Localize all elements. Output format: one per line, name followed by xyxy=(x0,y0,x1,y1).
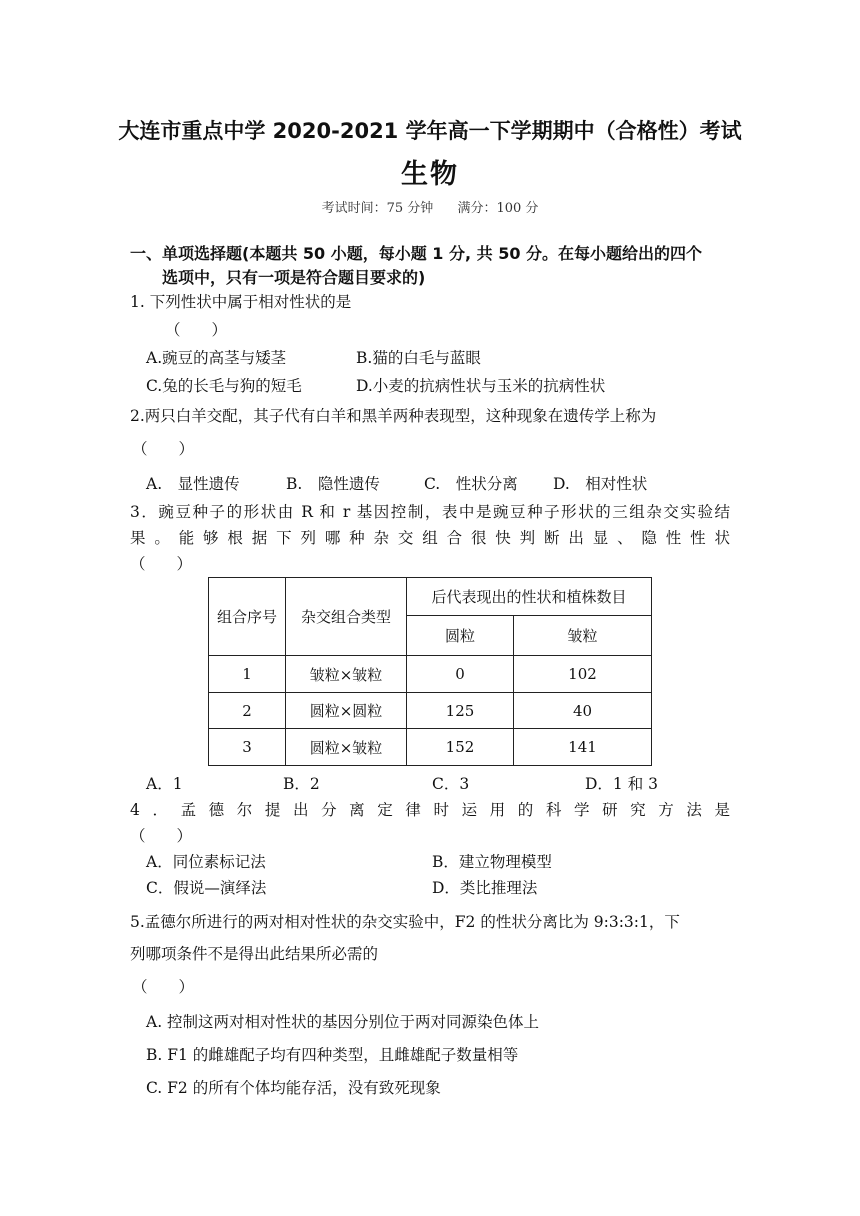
table-header-seq: 组合序号 xyxy=(209,578,286,656)
exam-meta xyxy=(0,197,860,216)
q4-option-b: B．建立物理模型 xyxy=(432,853,552,871)
q2-option-c: C. 性状分离 xyxy=(424,475,518,493)
table-cell-wrinkled: 102 xyxy=(514,656,652,693)
exam-score: 满分：100 分 xyxy=(457,201,539,216)
table-cell-seq: 1 xyxy=(209,656,286,693)
q5-option-c: C. F2 的所有个体均能存活，没有致死现象 xyxy=(146,1079,441,1097)
q4-stem: 4．孟德尔提出分离定律时运用的科学研究方法是 xyxy=(130,801,730,819)
q5-line2: 列哪项条件不是得出此结果所必需的 xyxy=(130,945,379,963)
table-row xyxy=(209,656,652,693)
exam-time: 考试时间：75 分钟 xyxy=(321,201,434,216)
q5-line1: 5.孟德尔所进行的两对相对性状的杂交实验中，F2 的性状分离比为 9:3:3:1，下 xyxy=(130,913,680,931)
q2-paren: （ ） xyxy=(132,440,195,458)
q3-option-d: D．1 和 3 xyxy=(585,775,659,793)
table-cell-type: 皱粒×皱粒 xyxy=(286,656,407,693)
table-cell-seq: 2 xyxy=(209,693,286,729)
q3-option-c: C．3 xyxy=(432,775,470,793)
q2-option-d: D. 相对性状 xyxy=(553,475,648,493)
q3-line2: 果。能够根据下列哪种杂交组合很快判断出显、隐性性状 xyxy=(130,529,730,547)
exam-title: 大连市重点中学 2020-2021 学年高一下学期期中（合格性）考试 xyxy=(118,119,742,143)
table-header-offspring: 后代表现出的性状和植株数目 xyxy=(407,578,652,616)
q4-paren: （ ） xyxy=(130,827,193,845)
q5-option-a: A. 控制这两对相对性状的基因分别位于两对同源染色体上 xyxy=(146,1013,540,1031)
table-header-wrinkled: 皱粒 xyxy=(514,616,652,656)
q1-stem: 1. 下列性状中属于相对性状的是 xyxy=(130,293,352,311)
table-row xyxy=(209,729,652,766)
table-cell-round: 125 xyxy=(407,693,514,729)
table-cell-round: 152 xyxy=(407,729,514,766)
q2-stem: 2.两只白羊交配，其子代有白羊和黑羊两种表现型，这种现象在遗传学上称为 xyxy=(130,407,657,425)
table-cell-round: 0 xyxy=(407,656,514,693)
subject-title: 生物 xyxy=(401,159,459,190)
q1-option-a: A.豌豆的高茎与矮茎 xyxy=(146,349,287,367)
q2-option-b: B. 隐性遗传 xyxy=(286,475,380,493)
q5-paren: （ ） xyxy=(132,978,195,996)
q1-paren: （ ） xyxy=(165,321,228,339)
q3-data-table xyxy=(208,577,652,766)
q4-option-c: C．假说—演绎法 xyxy=(146,879,267,897)
q2-option-a: A. 显性遗传 xyxy=(146,475,240,493)
q3-option-b: B．2 xyxy=(283,775,320,793)
table-cell-wrinkled: 141 xyxy=(514,729,652,766)
table-cell-wrinkled: 40 xyxy=(514,693,652,729)
q5-option-b: B. F1 的雌雄配子均有四种类型，且雌雄配子数量相等 xyxy=(146,1046,519,1064)
table-header-type: 杂交组合类型 xyxy=(286,578,407,656)
table-cell-type: 圆粒×圆粒 xyxy=(286,693,407,729)
q3-option-a: A．1 xyxy=(146,775,183,793)
table-header-round: 圆粒 xyxy=(407,616,514,656)
section-heading-line1: 一、单项选择题(本题共 50 小题，每小题 1 分, 共 50 分。在每小题给出的四个 xyxy=(130,244,703,263)
q3-paren: （ ） xyxy=(130,555,193,573)
table-cell-type: 圆粒×皱粒 xyxy=(286,729,407,766)
table-row xyxy=(209,693,652,729)
q3-line1: 3．豌豆种子的形状由 R 和 r 基因控制，表中是豌豆种子形状的三组杂交实验结 xyxy=(130,503,730,521)
q1-option-d: D.小麦的抗病性状与玉米的抗病性状 xyxy=(356,377,606,395)
section-heading-line2: 选项中，只有一项是符合题目要求的) xyxy=(162,268,426,287)
q1-option-b: B.猫的白毛与蓝眼 xyxy=(356,349,481,367)
q1-option-c: C.兔的长毛与狗的短毛 xyxy=(146,377,302,395)
q4-option-a: A．同位素标记法 xyxy=(146,853,266,871)
table-cell-seq: 3 xyxy=(209,729,286,766)
q4-option-d: D．类比推理法 xyxy=(432,879,538,897)
